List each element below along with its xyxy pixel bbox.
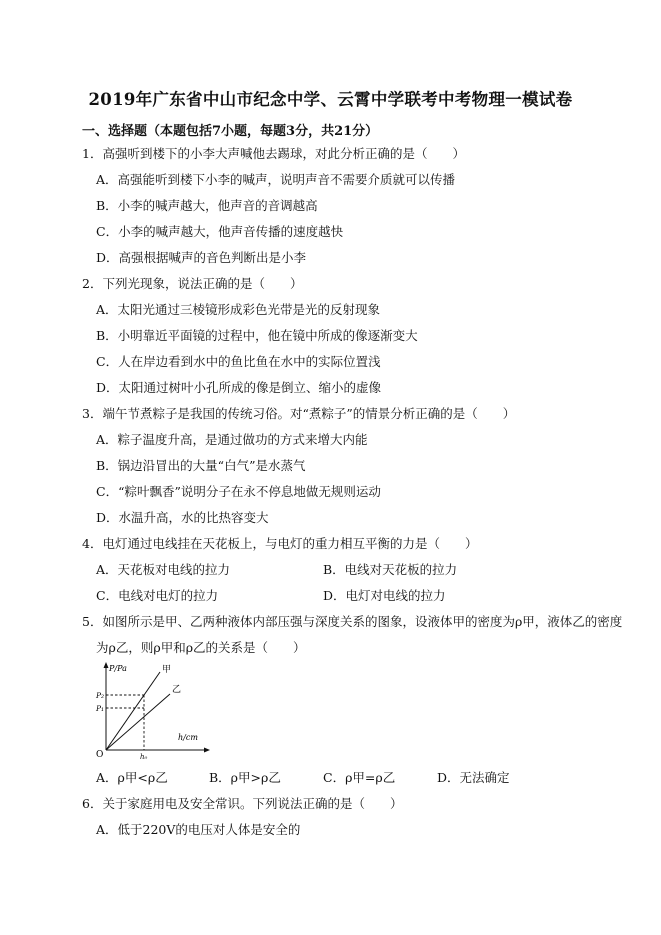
h0-label: h₀: [140, 753, 148, 760]
section-heading: 一、选择题（本题包括7小题，每题3分，共21分）: [82, 124, 379, 139]
question-2-stem: 2．下列光现象，说法正确的是（ ）: [82, 276, 303, 291]
question-2-option-c: C．人在岸边看到水中的鱼比鱼在水中的实际位置浅: [96, 354, 381, 369]
question-5-option-d: D．无法确定: [437, 770, 510, 785]
question-4-option-a: A．天花板对电线的拉力: [96, 562, 231, 577]
question-3-option-d: D．水温升高，水的比热容变大: [96, 510, 269, 525]
question-3-option-b: B．锅边沿冒出的大量“白气”是水蒸气: [96, 458, 306, 473]
line-jia-label: 甲: [162, 665, 172, 675]
question-3-option-a: A．粽子温度升高，是通过做功的方式来增大内能: [96, 432, 368, 447]
question-2-option-a: A．太阳光通过三棱镜形成彩色光带是光的反射现象: [96, 302, 381, 317]
question-1-option-a: A．高强能听到楼下小李的喊声，说明声音不需要介质就可以传播: [96, 172, 456, 187]
question-5-stem-cont: 为ρ乙，则ρ甲和ρ乙的关系是（ ）: [96, 640, 306, 655]
p2-label: P₂: [96, 691, 105, 700]
question-4-option-c: C．电线对电灯的拉力: [96, 588, 219, 603]
x-axis-label: h/cm: [178, 733, 198, 742]
question-1-option-b: B．小李的喊声越大，他声音的音调越高: [96, 198, 318, 213]
line-yi: [106, 694, 170, 750]
question-3-stem: 3．端午节煮粽子是我国的传统习俗。对“煮粽子”的情景分析正确的是（ ）: [82, 406, 516, 421]
question-1-option-d: D．高强根据喊声的音色判断出是小李: [96, 250, 307, 265]
origin-label: O: [96, 750, 104, 760]
question-6-stem: 6．关于家庭用电及安全常识。下列说法正确的是（ ）: [82, 796, 403, 811]
question-4-stem: 4．电灯通过电线挂在天花板上，与电灯的重力相互平衡的力是（ ）: [82, 536, 478, 551]
question-5-stem: 5．如图所示是甲、乙两种液体内部压强与深度关系的图象，设液体甲的密度为ρ甲，液体乙的密度: [82, 614, 623, 629]
y-axis-label: P/Pa: [109, 664, 127, 673]
pressure-depth-graph: [92, 660, 212, 760]
question-5-option-b: B．ρ甲>ρ乙: [209, 770, 281, 785]
question-4-option-b: B．电线对天花板的拉力: [323, 562, 458, 577]
question-6-option-a: A．低于220V的电压对人体是安全的: [96, 822, 301, 837]
question-5-option-c: C．ρ甲=ρ乙: [323, 770, 396, 785]
question-1-option-c: C．小李的喊声越大，他声音传播的速度越快: [96, 224, 344, 239]
line-jia: [106, 672, 160, 750]
question-3-option-c: C．“粽叶飘香”说明分子在永不停息地做无规则运动: [96, 484, 381, 499]
exam-title: 2019年广东省中山市纪念中学、云霄中学联考中考物理一模试卷: [88, 90, 573, 109]
x-axis-arrow: [204, 748, 210, 753]
question-4-option-d: D．电灯对电线的拉力: [323, 588, 446, 603]
question-2-option-b: B．小明靠近平面镜的过程中，他在镜中所成的像逐渐变大: [96, 328, 418, 343]
question-2-option-d: D．太阳通过树叶小孔所成的像是倒立、缩小的虚像: [96, 380, 382, 395]
y-axis-arrow: [104, 662, 109, 668]
p1-label: P₁: [96, 704, 105, 713]
question-5-option-a: A．ρ甲<ρ乙: [96, 770, 168, 785]
question-1-stem: 1．高强听到楼下的小李大声喊他去踢球，对此分析正确的是（ ）: [82, 146, 465, 161]
line-yi-label: 乙: [172, 685, 182, 695]
